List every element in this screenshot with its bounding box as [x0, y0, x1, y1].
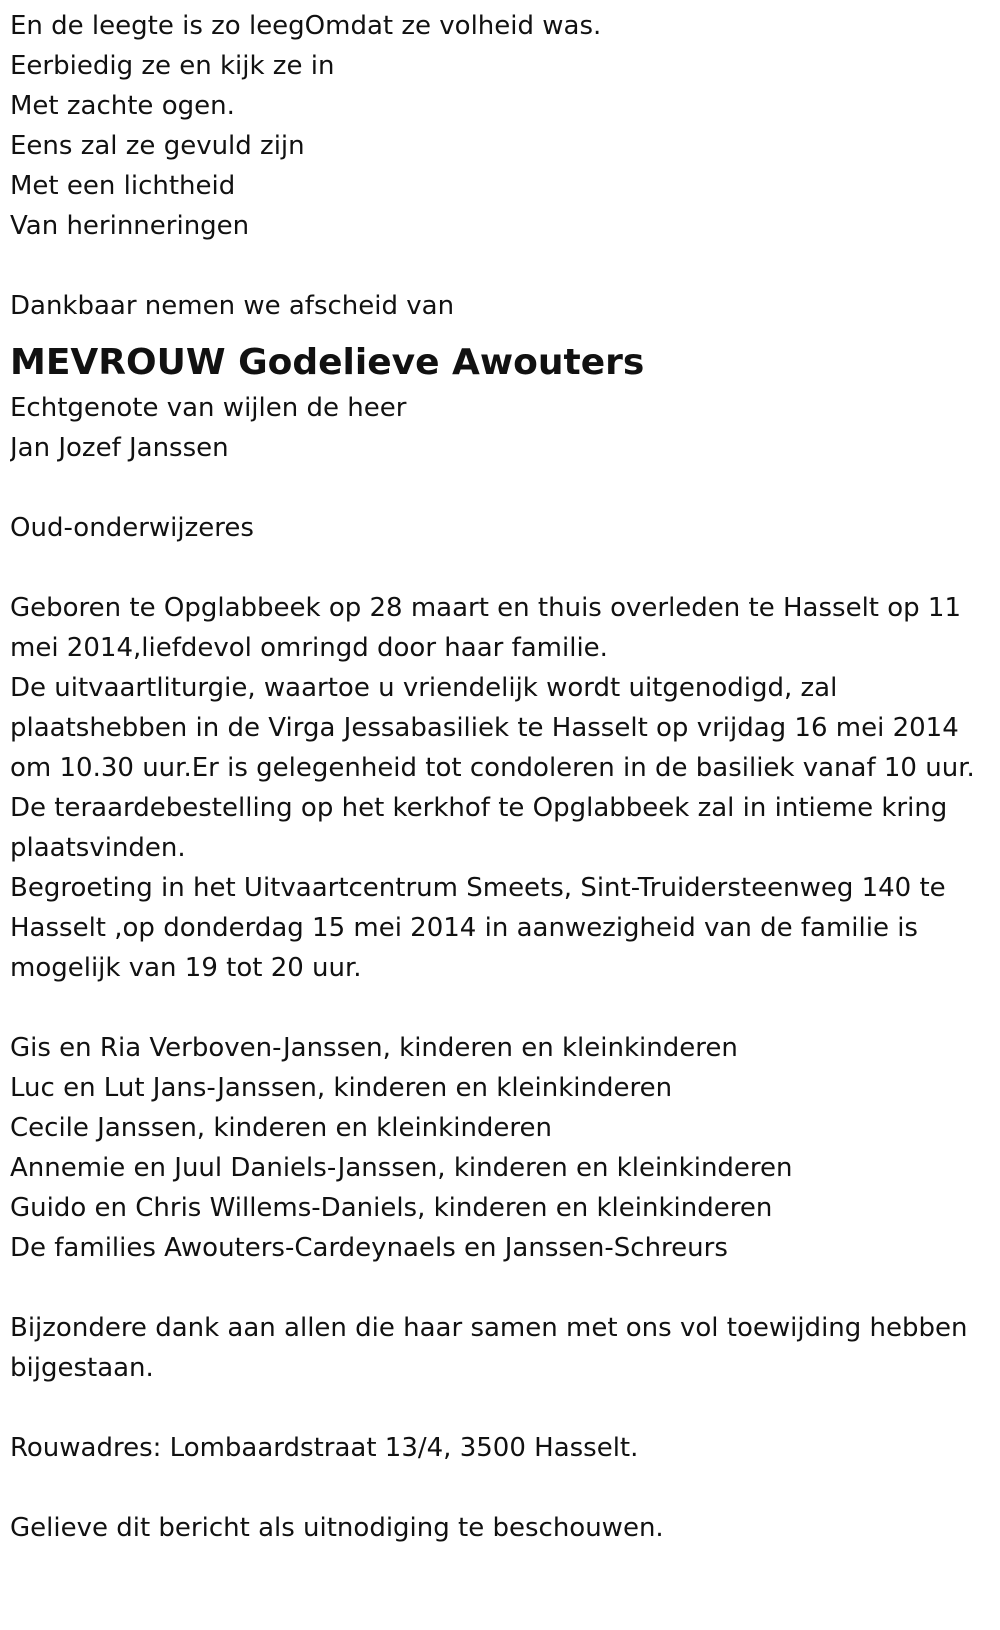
intro-text: Dankbaar nemen we afscheid van [10, 291, 455, 321]
family-member: Luc en Lut Jans-Janssen, kinderen en kleinkinderen [10, 1073, 673, 1103]
poem-line: Van herinneringen [10, 211, 250, 241]
address-line: Rouwadres: Lombaardstraat 13/4, 3500 Hasselt. [10, 1433, 639, 1463]
family-member: De families Awouters-Cardeynaels en Janssen-Schreurs [10, 1233, 728, 1263]
poem-line: Eerbiedig ze en kijk ze in [10, 51, 335, 81]
spouse-name: Jan Jozef Janssen [10, 433, 229, 463]
thanks-paragraph: Bijzondere dank aan allen die haar samen met ons vol toewijding hebben bijgestaan. [10, 1313, 968, 1383]
family-member: Cecile Janssen, kinderen en kleinkinderen [10, 1113, 553, 1143]
birth-death-paragraph: Geboren te Opglabbeek op 28 maart en thuis overleden te Hasselt op 11 mei 2014,liefdevol omringd door haar familie. [10, 593, 962, 663]
poem-line: Met een lichtheid [10, 171, 236, 201]
family-member: Annemie en Juul Daniels-Janssen, kinderen en kleinkinderen [10, 1153, 793, 1183]
spouse-line: Echtgenote van wijlen de heer [10, 393, 407, 423]
family-member: Gis en Ria Verboven-Janssen, kinderen en kleinkinderen [10, 1033, 738, 1063]
poem-line: Eens zal ze gevuld zijn [10, 131, 305, 161]
poem-line: Met zachte ogen. [10, 91, 235, 121]
burial-paragraph: De teraardebestelling op het kerkhof te Opglabbeek zal in intieme kring plaatsvinden. [10, 793, 948, 863]
closing-line: Gelieve dit bericht als uitnodiging te beschouwen. [10, 1513, 664, 1543]
deceased-name: MEVROUW Godelieve Awouters [10, 342, 645, 383]
poem [10, 0, 990, 246]
family-member: Guido en Chris Willems-Daniels, kinderen en kleinkinderen [10, 1193, 773, 1223]
occupation: Oud-onderwijzeres [10, 513, 254, 543]
family-list [10, 1028, 990, 1268]
liturgy-paragraph: De uitvaartliturgie, waartoe u vriendelijk wordt uitgenodigd, zal plaatshebben in de Virga Jessabasiliek te Hasselt op vrijdag 16 mei 2014 om 10.30 uur.Er is gelegenheid tot condoleren in de basiliek vanaf 10 uur. [10, 673, 975, 783]
greeting-paragraph: Begroeting in het Uitvaartcentrum Smeets, Sint-Truidersteenweg 140 te Hasselt ,op donderdag 15 mei 2014 in aanwezigheid van de familie is mogelijk van 19 tot 20 uur. [10, 873, 946, 983]
poem-line: En de leegte is zo leegOmdat ze volheid was. [10, 11, 602, 41]
